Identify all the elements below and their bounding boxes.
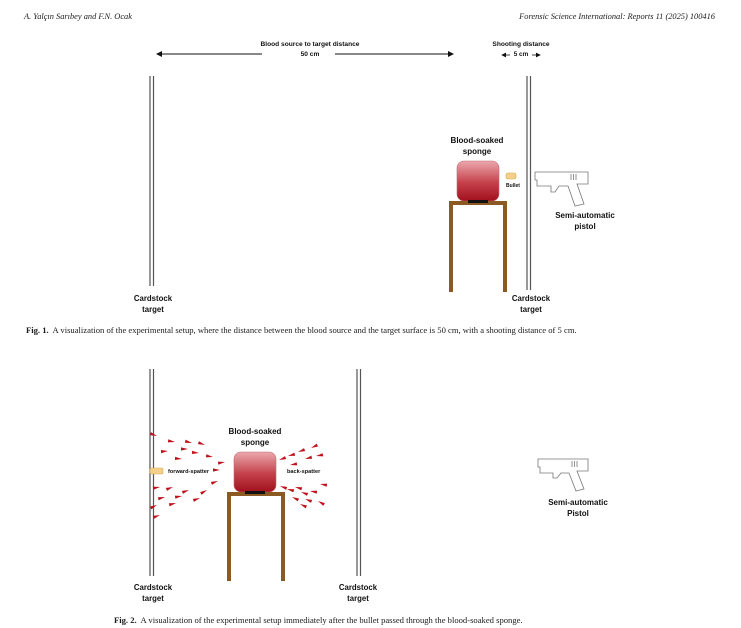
figure-2-caption-label: Fig. 2.: [114, 615, 137, 625]
running-head-journal: Forensic Science International: Reports 11 (2025) 100416: [519, 12, 715, 21]
bullet-icon: [150, 468, 163, 474]
cardstock-target-right-2: [357, 369, 361, 576]
figure-1-caption-text: A visualization of the experimental setup, where the distance between the blood source and the target surface is 50 cm, with a shooting distance of 5 cm.: [52, 325, 577, 335]
pistol-label: Semi-automatic: [548, 498, 608, 507]
target-left-label: Cardstock: [133, 294, 173, 303]
sponge-label-2: sponge: [462, 147, 492, 156]
pistol-icon: [538, 459, 588, 491]
figure-1-caption-label: Fig. 1.: [26, 325, 49, 335]
cardstock-target-right: [527, 76, 531, 290]
pistol-label-2: Pistol: [567, 509, 589, 518]
sponge-label: Blood-soaked: [228, 427, 282, 436]
cardstock-target-left: [150, 76, 154, 286]
target-left-label-2: target: [142, 305, 164, 314]
table: [227, 491, 285, 581]
distance-label: Blood source to target distance: [260, 41, 360, 48]
sponge-label: Blood-soaked: [450, 136, 504, 145]
figure-2-caption: [114, 615, 523, 625]
forward-spatter-label: forward-spatter: [168, 469, 210, 475]
target-right-label: Cardstock: [338, 583, 378, 592]
forward-spatter-drops: [150, 432, 225, 519]
pistol-label: Semi-automatic: [555, 211, 615, 220]
pistol-label-2: pistol: [574, 222, 596, 231]
target-left-label: Cardstock: [133, 583, 173, 592]
bullet-icon: [506, 173, 516, 179]
back-spatter-label: back-spatter: [287, 469, 321, 475]
sponge-label-2: sponge: [240, 438, 270, 447]
figure-1-caption: [26, 325, 577, 335]
back-spatter-drops: [278, 444, 327, 509]
running-head-authors: A. Yalçın Sarıbey and F.N. Ocak: [24, 12, 132, 21]
distance-value: 50 cm: [300, 51, 320, 58]
bullet-label: Bullet: [506, 183, 520, 189]
blood-soaked-sponge: [234, 452, 276, 492]
shooting-distance-value: 5 cm: [513, 51, 529, 58]
shooting-distance-label: Shooting distance: [492, 41, 550, 48]
pistol-icon: [535, 172, 588, 206]
target-right-label-2: target: [347, 594, 369, 603]
figure-2-caption-text: A visualization of the experimental setup immediately after the bullet passed through the blood-soaked sponge.: [140, 615, 523, 625]
target-right-label-2: target: [520, 305, 542, 314]
table: [449, 200, 507, 292]
figure-1: [134, 41, 615, 314]
target-right-label: Cardstock: [511, 294, 551, 303]
blood-soaked-sponge: [457, 161, 499, 201]
figure-2: [134, 369, 608, 603]
target-left-label-2: target: [142, 594, 164, 603]
